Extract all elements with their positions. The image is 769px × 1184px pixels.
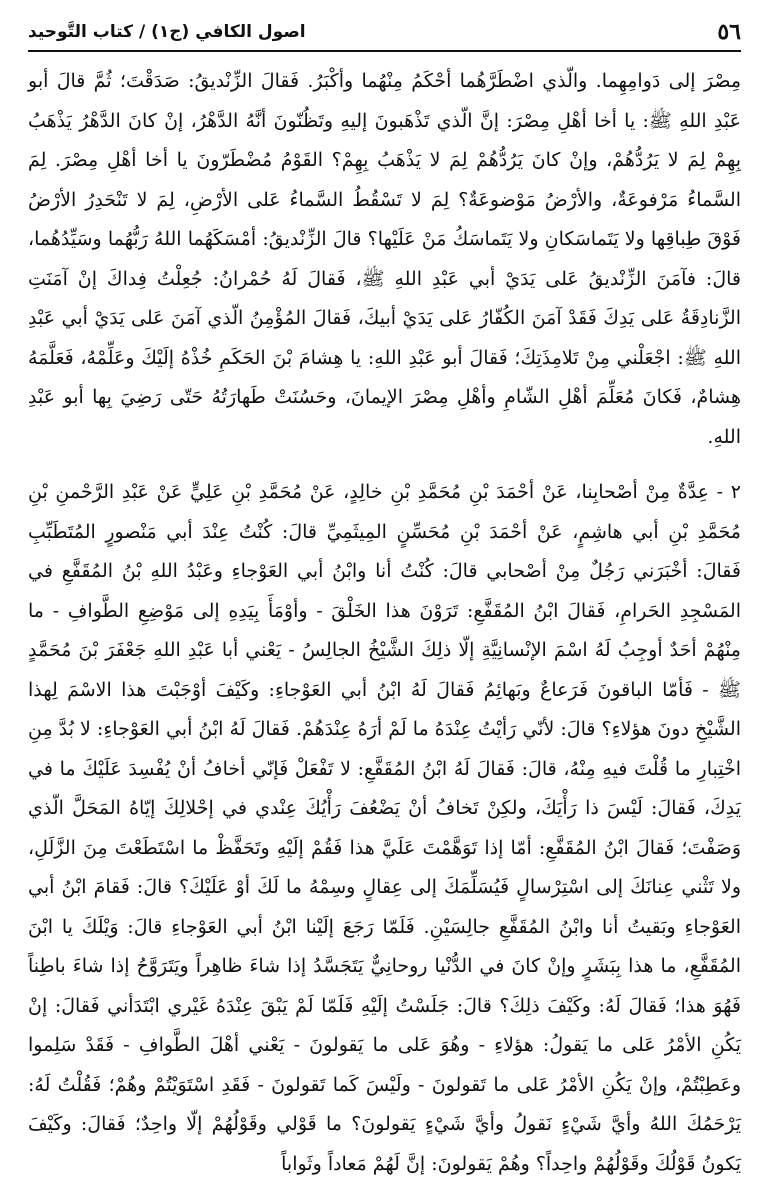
page-number: ٥٦: [717, 19, 741, 45]
running-title: اصول الكافي (ج١) / كتاب التَّوحيد: [28, 22, 306, 42]
page-header: [28, 14, 741, 52]
body-text: [28, 62, 741, 1175]
paragraph-1: مِصْرَ إلى دَوامِهِما. والّذي اضْطَرَّهُما أحْكَمُ مِنْهُما وأكْبَرُ. فَقالَ الزِّنْديقُ: صَدَقْتَ؛ ثُمَّ قالَ أبو عَبْدِ اللهِ ﷺ: يا أخا أهْلِ مِصْرَ: إنَّ الّذي تَذْهَبونَ إليهِ وتَظُنّونَ أنَّهُ الدَّهْرُ، إنْ كانَ الدَّهْرُ يَذْهَبُ بِهِمْ لِمَ لا يَرُدُّهُمْ، وإنْ كانَ يَرُدُّهُمْ لِمَ لا يَذْهَبُ بِهِمْ؟ القَوْمُ مُضْطَرّونَ يا أخا أهْلِ مِصْرَ. لِمَ السَّماءُ مَرْفوعَةٌ، والأرْضُ مَوْضوعَةٌ؟ لِمَ لا تَسْقُطُ السَّماءُ عَلى الأرْضِ، لِمَ لا تَنْحَدِرُ الأرْضُ فَوْقَ طِباقِها ولا يَتَماسَكانِ ولا يَتَماسَكُ مَنْ عَلَيْها؟ قالَ الزِّنْديقُ: أمْسَكَهُما اللهُ رَبُّهُما وسَيِّدُهُما، قالَ: فآمَنَ الزِّنْديقُ عَلى يَدَيْ أبي عَبْدِ اللهِ ﷺ، فَقالَ لَهُ حُمْرانُ: جُعِلْتُ فِداكَ إنْ آمَنَتِ الزَّنادِقَةُ عَلى يَدِكَ فَقَدْ آمَنَ الكُفّارُ عَلى يَدَيْ أبيكَ، فَقالَ المُؤْمِنُ الّذي آمَنَ عَلى يَدَيْ أبي عَبْدِ اللهِ ﷺ: اجْعَلْني مِنْ تَلامِذَتِكَ؛ فَقالَ أبو عَبْدِ اللهِ: يا هِشامَ بْنَ الحَكَمِ خُذْهُ إلَيْكَ وعَلِّمْهُ، فَعَلَّمَهُ هِشامٌ، فَكانَ مُعَلِّمَ أهْلِ الشّامِ وأهْلِ مِصْرَ الإيمانَ، وحَسُنَتْ طَهارَتُهُ حَتّى رَضِيَ بِها أبو عَبْدِ اللهِ.: [28, 70, 741, 448]
paragraph-2: ٢ - عِدَّةٌ مِنْ أصْحابِنا، عَنْ أحْمَدَ بْنِ مُحَمَّدِ بْنِ خالِدٍ، عَنْ مُحَمَّدِ بْنِ عَلِيٍّ عَنْ عَبْدِ الرَّحْمنِ بْنِ مُحَمَّدِ بْنِ أبي هاشِمٍ، عَنْ أحْمَدَ بْنِ مُحَسِّنٍ المِيثَمِيِّ قالَ: كُنْتُ عِنْدَ أبي مَنْصورٍ المُتَطَبِّبِ فَقالَ: أخْبَرَني رَجُلٌ مِنْ أصْحابي قالَ: كُنْتُ أنا وابْنُ أبي العَوْجاءِ وعَبْدُ اللهِ بْنُ المُقَفَّعِ في المَسْجِدِ الحَرامِ، فَقالَ ابْنُ المُقَفَّعِ: تَرَوْنَ هذا الخَلْقَ - وأوْمَأَ بِيَدِهِ إلى مَوْضِعِ الطَّوافِ - ما مِنْهُمْ أحَدٌ أوجِبُ لَهُ اسْمَ الإنْسانِيَّةِ إلّا ذلِكَ الشَّيْخُ الجالِسُ - يَعْني أبا عَبْدِ اللهِ جَعْفَرَ بْنَ مُحَمَّدٍ ﷺ - فَأمّا الباقونَ فَرَعاعٌ وبَهائِمُ فَقالَ لَهُ ابْنُ أبي العَوْجاءِ: وكَيْفَ أوْجَبْتَ هذا الاسْمَ لِهذا الشَّيْخِ دونَ هؤلاءِ؟ قالَ: لأنّي رَأيْتُ عِنْدَهُ ما لَمْ أرَهُ عِنْدَهُمْ. فَقالَ لَهُ ابْنُ أبي العَوْجاءِ: لا بُدَّ مِنِ اخْتِبارِ ما قُلْتَ فيهِ مِنْهُ، قالَ: فَقالَ لَهُ ابْنُ المُقَفَّعِ: لا تَفْعَلْ فَإنّي أخافُ أنْ يُفْسِدَ عَلَيْكَ ما في يَدِكَ، فَقالَ: لَيْسَ ذا رَأْيَكَ، ولكِنْ تَخافُ أنْ يَضْعُفَ رَأْيُكَ عِنْدي في إحْلالِكَ إيّاهُ المَحَلَّ الّذي وَصَفْتَ؛ فَقالَ ابْنُ المُقَفَّعِ: أمّا إذا تَوَهَّمْتَ عَلَيَّ هذا فَقُمْ إلَيْهِ وتَحَفَّظْ ما اسْتَطَعْتَ مِنَ الزَّلَلِ، ولا تَثْني عِنانَكَ إلى اسْتِرْسالٍ فَيُسَلِّمَكَ إلى عِقالٍ وسِمْهُ ما لَكَ أوْ عَلَيْكَ؟ قالَ: فَقامَ ابْنُ أبي العَوْجاءِ وبَقيتُ أنا وابْنُ المُقَفَّعِ جالِسَيْنِ. فَلَمّا رَجَعَ إلَيْنا ابْنُ أبي العَوْجاءِ قالَ: وَيْلَكَ يا ابْنَ المُقَفَّعِ، ما هذا بِبَشَرٍ وإنْ كانَ في الدُّنْيا روحانِيٌّ يَتَجَسَّدُ إذا شاءَ ظاهِراً ويَتَرَوَّحُ إذا شاءَ باطِناً فَهُوَ هذا؛ فَقالَ لَهُ: وكَيْفَ ذلِكَ؟ قالَ: جَلَسْتُ إلَيْهِ فَلَمّا لَمْ يَبْقَ عِنْدَهُ غَيْري ابْتَدَأني فَقالَ: إنْ يَكُنِ الأمْرُ عَلى ما يَقولُ: هؤلاءِ - وهُوَ عَلى ما يَقولونَ - يَعْني أهْلَ الطَّوافِ - فَقَدْ سَلِموا وعَطِبْتُمْ، وإنْ يَكُنِ الأمْرُ عَلى ما تَقولونَ - ولَيْسَ كَما تَقولونَ - فَقَدِ اسْتَوَيْتُمْ وهُمْ؛ فَقُلْتُ لَهُ: يَرْحَمُكَ اللهُ وأيَّ شَيْءٍ نَقولُ وأيَّ شَيْءٍ يَقولونَ؟ ما قَوْلي وقَوْلُهُمْ إلّا واحِدٌ؛ فَقالَ: وكَيْفَ يَكونُ قَوْلُكَ وقَوْلُهُمْ واحِداً؟ وهُمْ يَقولونَ: إنَّ لَهُمْ مَعاداً وثَواباً: [28, 481, 741, 1175]
